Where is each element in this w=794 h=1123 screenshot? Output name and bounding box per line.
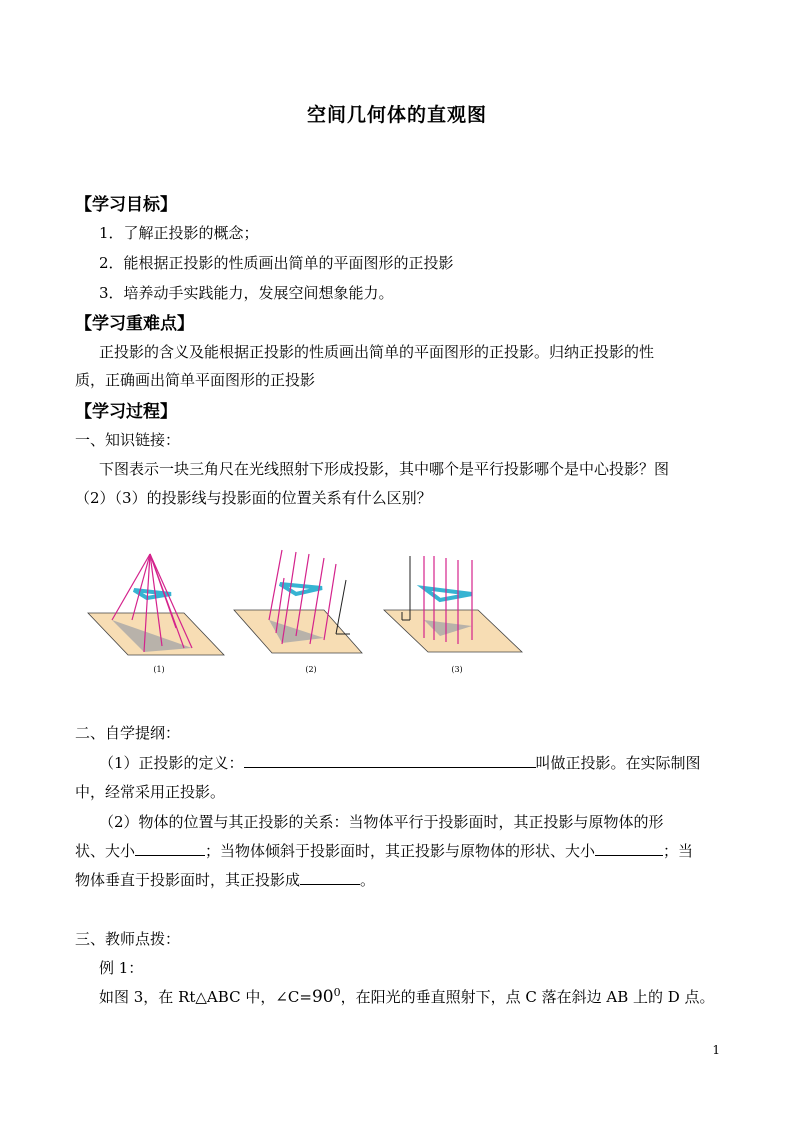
example-text-a: 如图 3，在 Rt△ABC 中，∠C= (99, 988, 312, 1006)
figure-label-1: (1) (153, 665, 165, 674)
q2-blank-1[interactable] (135, 841, 205, 856)
q2-blank-3[interactable] (300, 870, 360, 885)
process-heading: 【学习过程】 (75, 402, 177, 422)
q1-blank[interactable] (244, 753, 536, 768)
diagram-orthogonal-projection (384, 556, 522, 674)
question-1-line-2: 中，经常采用正投影。 (75, 783, 226, 801)
self-study-heading: 二、自学提纲： (75, 724, 181, 742)
question-2-line-2 (75, 840, 693, 861)
figure-label-2: (2) (305, 665, 317, 674)
q1-prefix: （1）正投影的定义： (99, 754, 244, 772)
q1-suffix: 叫做正投影。在实际制图 (535, 754, 701, 772)
goals-heading: 【学习目标】 (75, 195, 177, 215)
knowledge-link-line-1: 下图表示一块三角尺在光线照射下形成投影，其中哪个是平行投影哪个是中心投影？图 (99, 460, 670, 478)
knowledge-link-line-2: （2）（3）的投影线与投影面的位置关系有什么区别？ (75, 489, 432, 507)
figure-label-3: (3) (451, 665, 463, 674)
q2-text-a: 状、大小 (75, 842, 136, 860)
q2-text-e: 。 (360, 871, 376, 889)
key-points-heading: 【学习重难点】 (75, 314, 194, 334)
knowledge-link-heading: 一、知识链接： (75, 431, 181, 449)
diagram-central-projection (88, 554, 224, 674)
example-label: 例 1： (99, 959, 144, 977)
goal-item-3: 3．培养动手实践能力，发展空间想象能力。 (99, 284, 394, 302)
q2-blank-2[interactable] (595, 841, 663, 856)
example-text (99, 986, 715, 1007)
example-angle: 90 (311, 987, 334, 1007)
projection-figure (84, 548, 534, 676)
teacher-guidance-heading: 三、教师点拨： (75, 930, 181, 948)
example-text-b: ，在阳光的垂直照射下，点 C 落在斜边 AB 上的 D 点。 (340, 988, 715, 1006)
q2-text-d: 物体垂直于投影面时，其正投影成 (75, 871, 301, 889)
q2-text-c: ；当 (663, 842, 694, 860)
key-points-line-2: 质，正确画出简单平面图形的正投影 (75, 371, 316, 389)
example-angle-degree: 0 (333, 986, 341, 999)
triangle-3 (424, 588, 472, 600)
goal-item-2: 2．能根据正投影的性质画出简单的平面图形的正投影 (99, 254, 454, 272)
goal-item-1: 1．了解正投影的概念； (99, 224, 259, 242)
page-title: 空间几何体的直观图 (306, 104, 487, 126)
question-2-line-1: （2）物体的位置与其正投影的关系：当物体平行于投影面时，其正投影与原物体的形 (99, 813, 664, 831)
triangle-2 (280, 584, 322, 594)
page-number: 1 (712, 1043, 720, 1057)
key-points-line-1: 正投影的含义及能根据正投影的性质画出简单的平面图形的正投影。归纳正投影的性 (99, 343, 655, 361)
diagram-oblique-projection (234, 550, 362, 674)
q2-text-b: ；当物体倾斜于投影面时，其正投影与原物体的形状、大小 (205, 842, 596, 860)
question-2-line-3 (75, 869, 375, 890)
question-1-line-1 (99, 752, 701, 773)
